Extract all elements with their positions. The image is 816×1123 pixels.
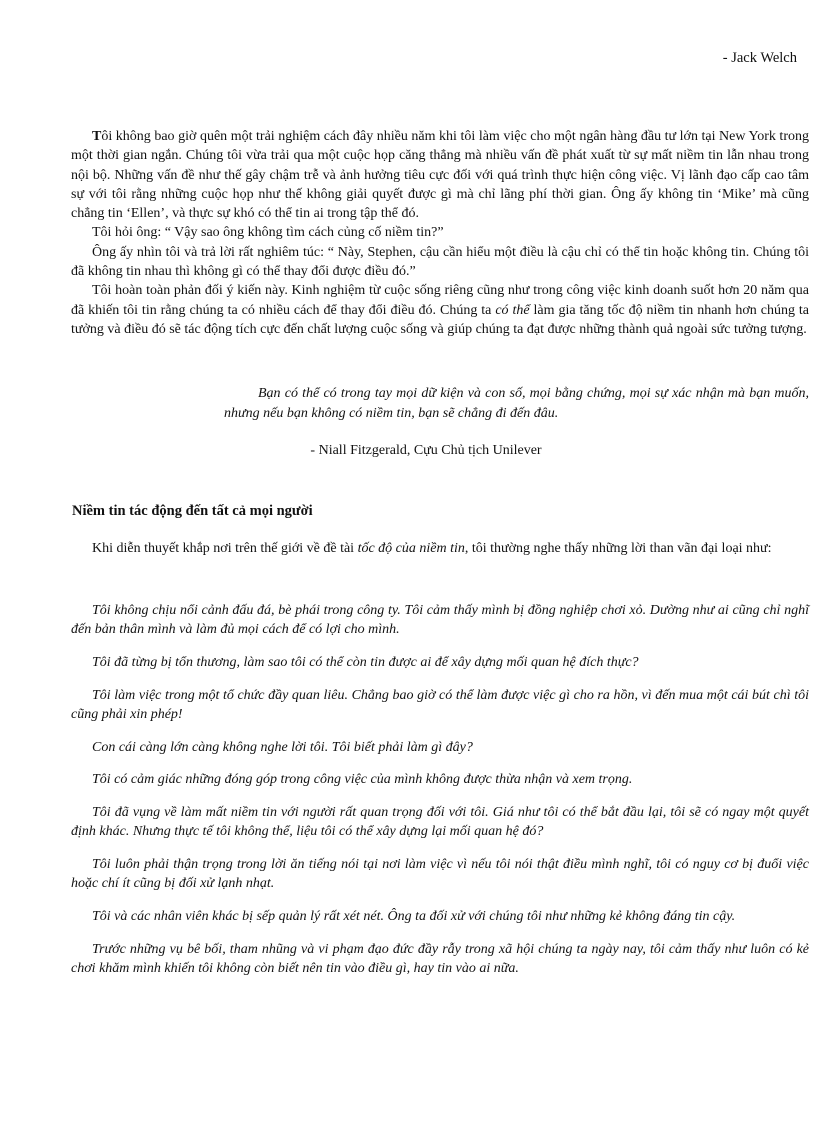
pull-quote <box>224 384 809 423</box>
complaint-item: Tôi làm việc trong một tổ chức đầy quan liêu. Chẳng bao giờ có thể làm được việc gì cho ra hồn, vì đến mua một cái bút chì tôi cũng phải xin phép! <box>71 687 809 722</box>
complaint-item: Tôi và các nhân viên khác bị sếp quản lý rất xét nét. Ông ta đối xử với chúng tôi như những kẻ không đáng tin cậy. <box>92 909 736 924</box>
story-paragraph-4-before: Tôi hoàn toàn phản đối ý kiến này. Kinh nghiệm từ cuộc sống riêng cũng như trong công việc kinh doanh suốt hơn 20 năm qua đã khiến tôi tin rằng chúng ta có nhiều cách để thay đổi điều đó. Chúng ta <box>71 283 809 318</box>
complaint-item: Tôi đã vụng về làm mất niềm tin với người rất quan trọng đối với tôi. Giá như tôi có thể bắt đầu lại, tôi sẽ có ngay một quyết định khác. Nhưng thực tế tôi không thể, liệu tôi có thể xây dựng lại mối quan hệ đó? <box>71 805 809 840</box>
story-paragraph-4-emphasis: có thể <box>495 302 530 318</box>
story-paragraph-3: Ông ấy nhìn tôi và trả lời rất nghiêm túc: “ Này, Stephen, cậu cần hiểu một điều là cậu chỉ có thể tin hoặc không tin. Chúng tôi đã không tin nhau thì không gì có thể thay đổi được điều đó.” <box>71 244 809 280</box>
complaint-list <box>71 601 809 992</box>
story-paragraph-4-after: làm gia tăng tốc độ niềm tin nhanh hơn chúng ta tưởng và điều đó sẽ tác động tích cực đến chất lượng cuộc sống và giúp chúng ta đạt được những thành quả ngoài sức tưởng tượng. <box>71 302 809 337</box>
pull-quote-text: Bạn có thể có trong tay mọi dữ kiện và con số, mọi bằng chứng, mọi sự xác nhận mà bạn muốn, nhưng nếu bạn không có niềm tin, bạn sẽ chẳng đi đến đâu. <box>224 386 809 421</box>
complaint-item: Tôi có cảm giác những đóng góp trong công việc của mình không được thừa nhận và xem trọng. <box>92 772 633 788</box>
complaint-item: Trước những vụ bê bối, tham nhũng và vi phạm đạo đức đầy rẫy trong xã hội chúng ta ngày nay, tôi cảm thấy như luôn có kẻ chơi khăm mình khiến tôi không còn biết nên tin vào điều gì, hay tin vào ai nữa. <box>71 941 809 976</box>
complaint-item: Tôi không chịu nổi cảnh đấu đá, bè phái trong công ty. Tôi cảm thấy mình bị đồng nghiệp chơi xỏ. Dường như ai cũng chỉ nghĩ đến bản thân mình và làm đủ mọi cách để có lợi cho mình. <box>71 603 809 638</box>
section-intro-emphasis: tốc độ của niềm tin <box>357 541 465 556</box>
section-heading: Niềm tin tác động đến tất cả mọi người <box>72 503 313 519</box>
complaint-item: Con cái càng lớn càng không nghe lời tôi. Tôi biết phải làm gì đây? <box>92 739 473 755</box>
section-intro-before: Khi diễn thuyết khắp nơi trên thế giới về đề tài <box>92 541 358 556</box>
story-paragraph-2: Tôi hỏi ông: “ Vậy sao ông không tìm cách củng cố niềm tin?” <box>92 225 444 241</box>
complaint-item: Tôi đã từng bị tổn thương, làm sao tôi có thể còn tin được ai để xây dựng mối quan hệ đích thực? <box>92 654 639 670</box>
story-text <box>71 127 809 339</box>
pull-quote-source: - Niall Fitzgerald, Cựu Chủ tịch Unilever <box>310 443 542 458</box>
section-intro-paragraph <box>71 539 809 558</box>
section-intro <box>71 539 809 558</box>
section-intro-after: , tôi thường nghe thấy những lời than vãn đại loại như: <box>464 541 772 556</box>
story-paragraph-4 <box>71 281 809 339</box>
story-paragraph-1 <box>71 127 809 223</box>
complaint-item: Tôi luôn phải thận trọng trong lời ăn tiếng nói tại nơi làm việc vì nếu tôi nói thật điều mình nghĩ, tôi có nguy cơ bị đuổi việc hoặc chí ít cũng bị đối xử lạnh nhạt. <box>71 857 809 892</box>
drop-letter: T <box>92 129 102 144</box>
story-paragraph-1-text: ôi không bao giờ quên một trải nghiệm cách đây nhiều năm khi tôi làm việc cho một ngân hàng đầu tư lớn tại New York trong một thời gian ngắn. Chúng tôi vừa trải qua một cuộc họp căng thẳng mà nhiều vấn đề phát xuất từ sự mất niềm tin lẫn nhau trong nội bộ. Những vấn đề như thế gây chậm trễ và ảnh hưởng tiêu cực đối với quá trình thực hiện công việc. Vị lãnh đạo cấp cao tâm sự với tôi rằng những cuộc họp như thế không giải quyết được gì mà chỉ lãng phí thời gian. Ông ấy không tin ‘Mike’ mà cũng chẳng tin ‘Ellen’, và thực sự khó có thể tin ai trong tập thể đó. <box>71 129 809 222</box>
attribution-top: - Jack Welch <box>722 50 797 66</box>
